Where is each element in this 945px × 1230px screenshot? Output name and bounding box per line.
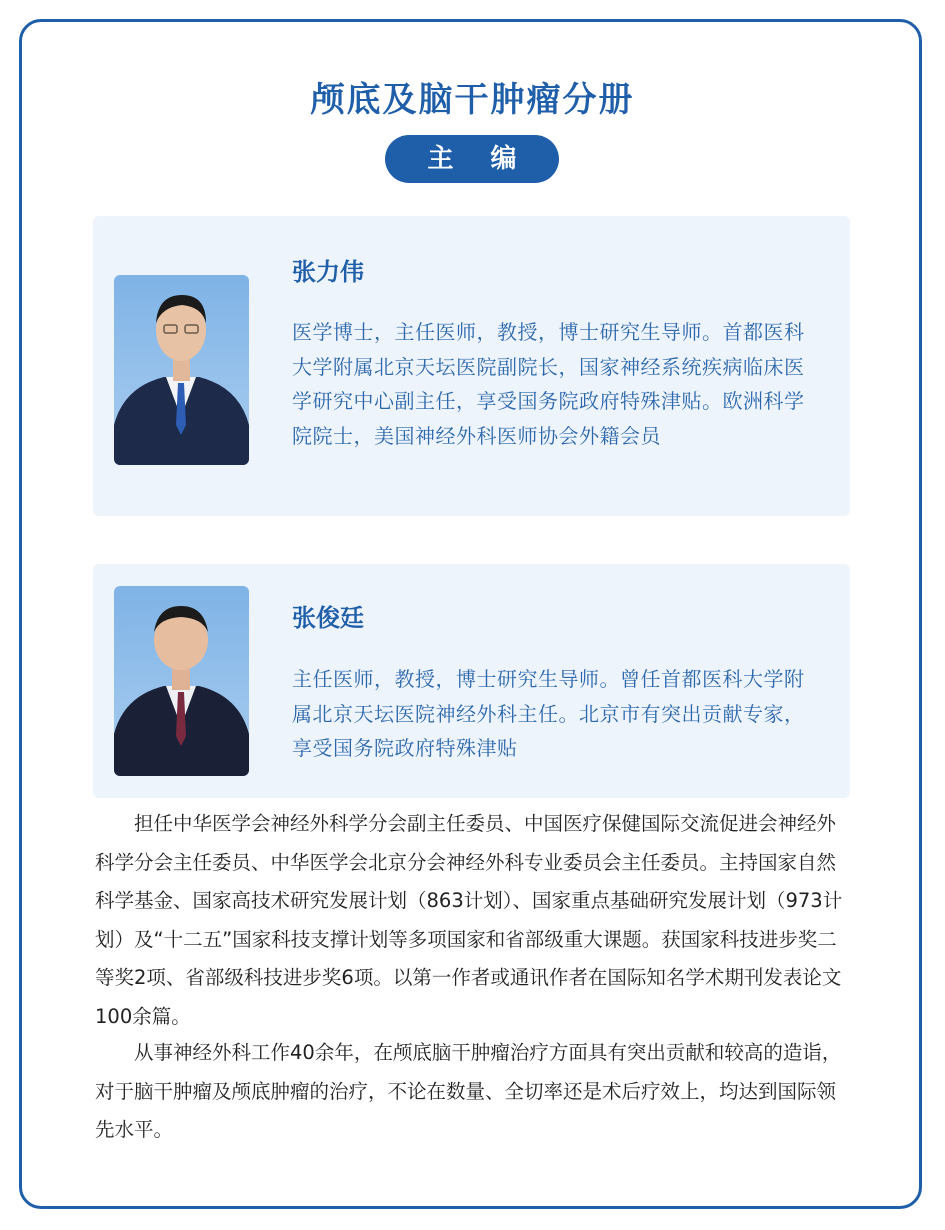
editor-name-1: 张力伟 [292, 258, 364, 286]
editor-bio-1: 医学博士，主任医师，教授，博士研究生导师。首都医科大学附属北京天坛医院副院长，国家神经系统疾病临床医学研究中心副主任，享受国务院政府特殊津贴。欧洲科学院院士，美国神经外科医师协会外籍会员 [292, 320, 805, 448]
editor-bio-2: 主任医师，教授，博士研究生导师。曾任首都医科大学附属北京天坛医院神经外科主任。北京市有突出贡献专家，享受国务院政府特殊津贴 [292, 667, 805, 760]
page-title: 颅底及脑干肿瘤分册 [310, 80, 635, 120]
section-label: 主 编 [385, 135, 559, 183]
body-paragraph-2: 从事神经外科工作40余年，在颅底脑干肿瘤治疗方面具有突出贡献和较高的造诣，对于脑干肿瘤及颅底肿瘤的治疗，不论在数量、全切率还是术后疗效上，均达到国际领先水平。 [95, 1041, 842, 1141]
body-paragraph-1: 担任中华医学会神经外科学分会副主任委员、中国医疗保健国际交流促进会神经外科学分会主任委员、中华医学会北京分会神经外科专业委员会主任委员。主持国家自然科学基金、国家高技术研究发展计划（863计划）、国家重点基础研究发展计划（973计划）及“十二五”国家科技支撑计划等多项国家和省部级重大课题。获国家科技进步奖二等奖2项、省部级科技进步奖6项。以第一作者或通讯作者在国际知名学术期刊发表论文100余篇。 [95, 812, 843, 1028]
editor-photo-2 [114, 586, 249, 776]
editor-photo-1 [114, 275, 249, 465]
editor-name-2: 张俊廷 [292, 604, 364, 632]
